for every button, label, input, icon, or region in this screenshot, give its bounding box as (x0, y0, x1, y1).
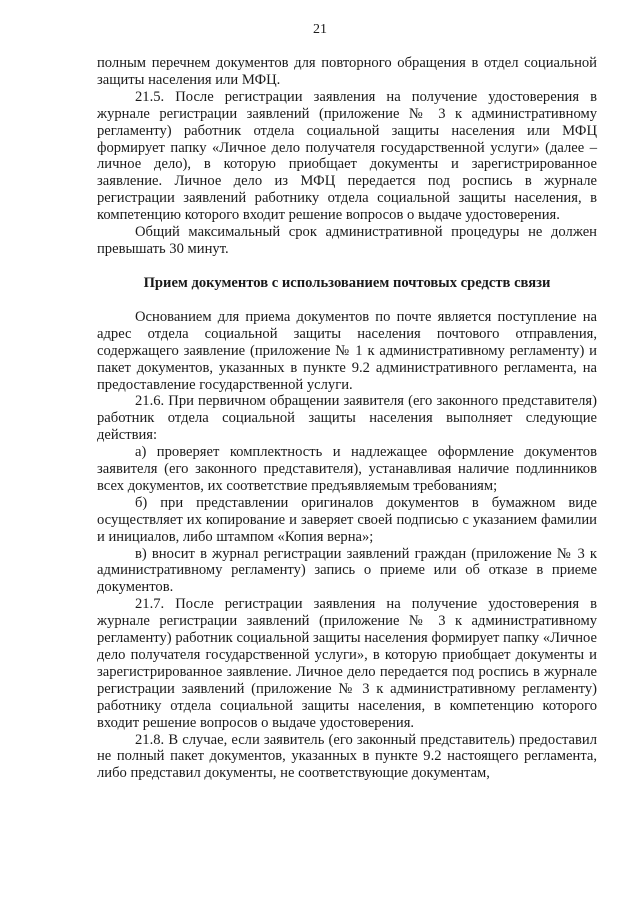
paragraph-basis: Основанием для приема документов по почте является поступление на адрес отдела социальной защиты населения почтового отправления, содержащего заявление (приложение № 1 к административному регламенту) и пакет документов, указанных в пункте 9.2 административного регламента, на предоставление государственной услуги. (97, 308, 597, 393)
document-body (97, 55, 597, 782)
page-number: 21 (313, 22, 327, 37)
list-item-a: а) проверяет комплектность и надлежащее оформление документов заявителя (его законного представителя), устанавливая наличие подлинников всех документов, их соответствие предъявляемым требованиям; (97, 444, 597, 494)
paragraph-21-8: 21.8. В случае, если заявитель (его законный представитель) предоставил не полный пакет документов, указанных в пункте 9.2 настоящего регламента, либо представил документы, не соответствующие документам, (97, 731, 597, 782)
list-item-b: б) при представлении оригиналов документов в бумажном виде осуществляет их копирование и заверяет своей подписью с указанием фамилии и инициалов, либо штампом «Копия верна»; (97, 494, 597, 545)
paragraph-continuation: полным перечнем документов для повторного обращения в отдел социальной защиты населения или МФЦ. (97, 55, 597, 88)
paragraph-21-7: 21.7. После регистрации заявления на получение удостоверения в журнале регистрации заявлений (приложение № 3 к административному регламенту) работник социальной защиты населения формирует папку «Личное дело получателя государственной услуги», в которую приобщает документы и зарегистрированное заявление. Личное дело передается под роспись в журнале регистрации заявлений (приложение № 3 к административному регламенту) работнику отдела социальной защиты населения, в компетенцию которого входит решение вопросов о выдаче удостоверения. (97, 596, 597, 731)
list-item-v: в) вносит в журнал регистрации заявлений граждан (приложение № 3 к административному регламенту) запись о приеме или об отказе в приеме документов. (97, 545, 597, 596)
paragraph-max-time: Общий максимальный срок административной процедуры не должен превышать 30 минут. (97, 224, 597, 257)
paragraph-21-5: 21.5. После регистрации заявления на получение удостоверения в журнале регистрации заявлений (приложение № 3 к административному регламенту) работник отдела социальной защиты населения или МФЦ формирует папку «Личное дело получателя государственной услуги» (далее – личное дело), в которую приобщает документы и зарегистрированное заявление. Личное дело из МФЦ передается под роспись в журнале регистрации заявлений работнику отдела социальной защиты населения, в компетенцию которого входит решение вопросов о выдаче удостоверения. (97, 88, 597, 224)
paragraph-21-6: 21.6. При первичном обращении заявителя (его законного представителя) работник отдела социальной защиты населения выполняет следующие действия: (97, 393, 597, 444)
section-heading: Прием документов с использованием почтовых средств связи (143, 274, 551, 291)
